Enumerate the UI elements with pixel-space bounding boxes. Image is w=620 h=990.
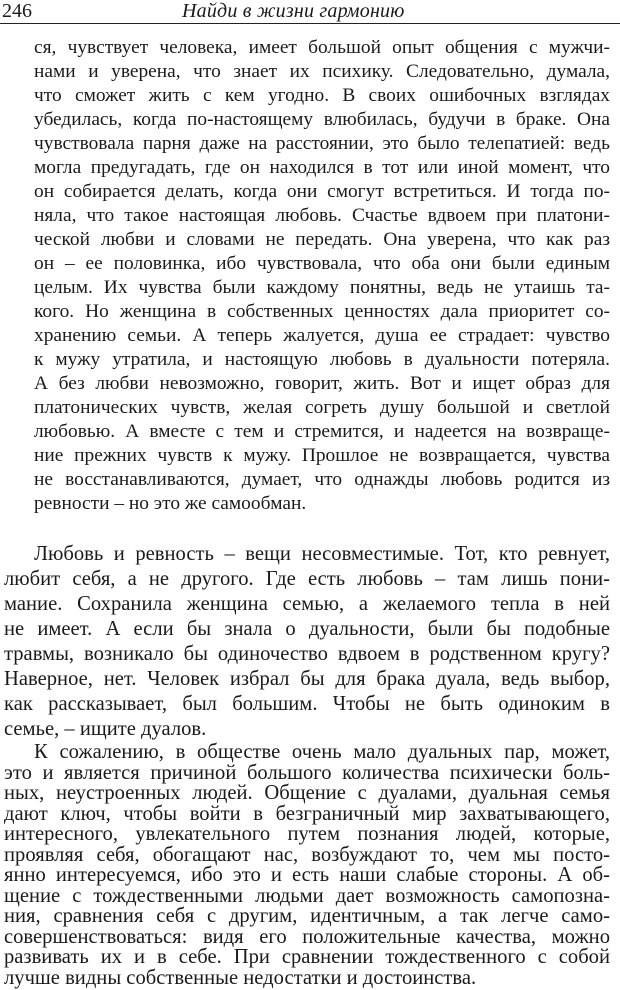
text-line: проявляя себя, обогащают нас, возбуждают то, чем мы посто-	[4, 843, 610, 866]
text-line: не имеет. А если бы знала о дуальности, были бы подобные	[4, 618, 610, 640]
text-line: ных, неустроенных людей. Общение с дуалами, дуальная семья	[4, 782, 610, 805]
text-line: семье, – ищите дуалов.	[4, 718, 207, 740]
header-rule	[0, 23, 620, 24]
running-title: Найди в жизни гармонию	[182, 0, 405, 22]
text-line: щение с тождественными людьми дает возможность самопозна-	[4, 884, 610, 907]
text-line: няла, что такое настоящая любовь. Счастье вдвоем при платони-	[34, 205, 610, 226]
text-line: Любовь и ревность – вещи несовместимые. Тот, кто ревнует,	[34, 543, 610, 565]
text-line: дают ключ, чтобы войти в безграничный мир захватывающего,	[4, 802, 610, 825]
text-line: убедилась, когда по-настоящему влюбилась, будучи в браке. Она	[34, 109, 610, 130]
text-line: А без любви невозможно, говорит, жить. Вот и ищет образ для	[34, 373, 610, 394]
text-line: ние прежних чувств к мужу. Прошлое не возвращается, чувства	[34, 445, 610, 466]
text-line: хранению семьи. А теперь жалуется, душа ее страдает: чувство	[34, 325, 610, 346]
text-line: интересного, увлекательного путем познания людей, которые,	[4, 823, 610, 846]
text-line: нами и уверена, что знает их психику. Следовательно, думала,	[34, 61, 610, 82]
text-line: как рассказывает, был большим. Чтобы не быть одиноким в	[4, 693, 610, 715]
text-line: кого. Но женщина в собственных ценностях дала приоритет со-	[34, 301, 610, 322]
text-line: развивать их и в себе. При сравнении тождественного с собой	[4, 946, 610, 969]
text-line: совершенствоваться: видя его положительные качества, можно	[4, 925, 610, 948]
text-line: не восстанавливаются, думает, что однажды любовь родится из	[34, 469, 610, 490]
text-line: ческой любви и словами не передать. Она уверена, что как раз	[34, 229, 610, 250]
text-line: целым. Их чувства были каждому понятны, ведь не утаишь та-	[34, 277, 610, 298]
text-line: ся, чувствует человека, имеет большой опыт общения с мужчи-	[34, 37, 610, 58]
text-line: платонических чувств, желая согреть душу большой и светлой	[34, 397, 610, 418]
running-header	[0, 0, 620, 24]
text-line: лучше видны собственные недостатки и достоинства.	[4, 967, 477, 989]
text-line: он – ее половинка, ибо чувствовала, что оба они были единым	[34, 253, 610, 274]
text-line: ревности – но это же самообман.	[34, 493, 307, 514]
text-line: любит себя, а не другого. Где есть любовь – там лишь пони-	[4, 568, 610, 590]
text-line: ния, сравнения себя с другим, идентичным, а так легче само-	[4, 905, 610, 928]
text-line: янно интересуемся, ибо это и есть наши слабые стороны. А об-	[4, 864, 610, 887]
text-line: любовью. А вместе с тем и стремится, и надеется на возвраще-	[34, 421, 610, 442]
text-line: это и является причиной большого количества психически боль-	[4, 761, 610, 784]
text-line: мание. Сохранила женщина семью, а желаемого тепла в ней	[4, 593, 610, 615]
text-line: могла предугадать, где он находился в тот или иной момент, что	[34, 157, 610, 178]
text-line: чувствовала парня даже на расстоянии, это было телепатией: ведь	[34, 133, 610, 154]
text-line: к мужу утратила, и настоящую любовь в дуальности потеряла.	[34, 349, 610, 370]
text-line: К сожалению, в обществе очень мало дуальных пар, может,	[34, 741, 610, 763]
text-line: Наверное, нет. Человек избрал бы для брака дуала, ведь выбор,	[4, 668, 610, 690]
page-number: 246	[2, 0, 32, 22]
text-line: травмы, возникало бы одиночество вдвоем в родственном кругу?	[4, 643, 610, 665]
text-line: он собирается делать, когда они смогут встретиться. И тогда по-	[34, 181, 610, 202]
text-line: что сможет жить с кем угодно. В своих ошибочных взглядах	[34, 85, 610, 106]
